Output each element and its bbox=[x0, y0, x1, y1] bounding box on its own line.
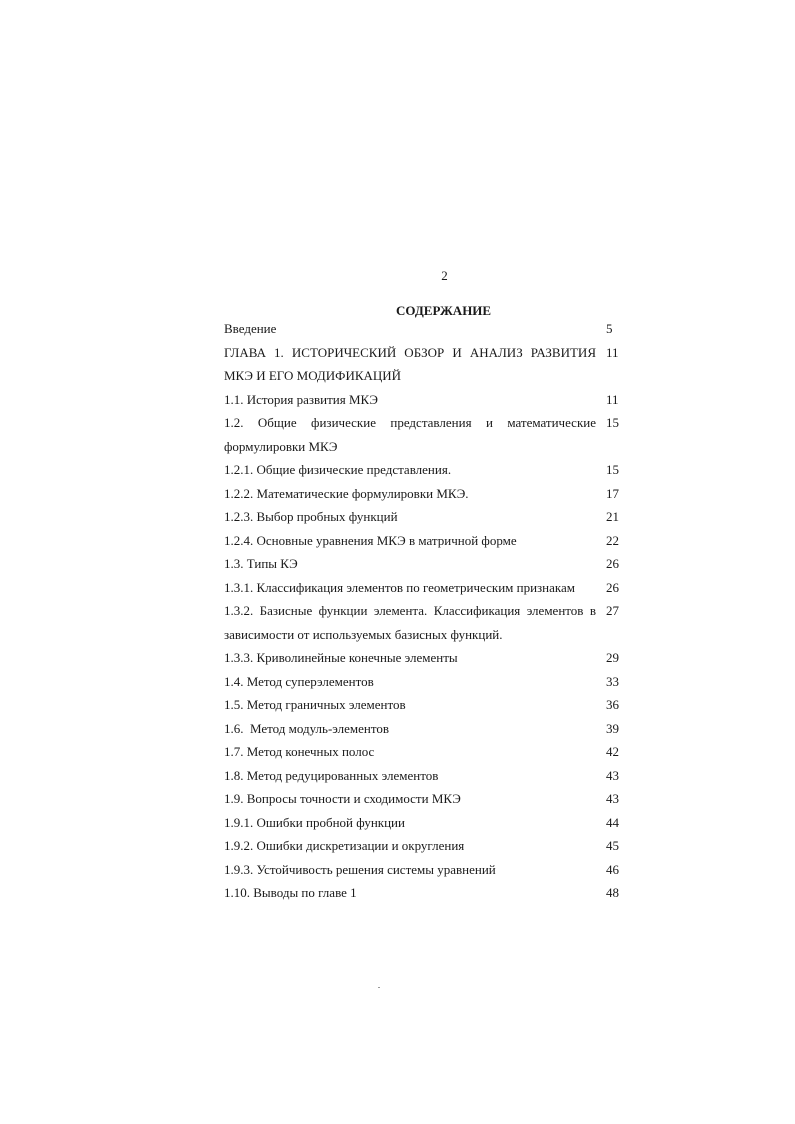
toc-entry-1-2-2 bbox=[224, 482, 632, 506]
toc-entry-1-9-1 bbox=[224, 811, 632, 835]
toc-entry-page: 43 bbox=[606, 767, 619, 783]
toc-entry-text: 1.3.2. Базисные функции элемента. Классификация элементов в зависимости от используемых базисных функций. bbox=[224, 603, 596, 642]
toc-entry-page: 42 bbox=[606, 744, 619, 759]
toc-entry-page: 43 bbox=[606, 791, 619, 806]
toc-entry-1-3-2 bbox=[224, 599, 632, 646]
toc-entry-page: 15 bbox=[606, 415, 619, 430]
toc-entry-1-8 bbox=[224, 764, 632, 788]
toc-entry-text: 1.9.1. Ошибки пробной функции bbox=[224, 814, 405, 830]
toc-entry-page: 36 bbox=[606, 697, 619, 712]
toc-entry-1-10 bbox=[224, 881, 632, 905]
toc-entry-text: 1.3.1. Классификация элементов по геометрическим признакам bbox=[224, 579, 576, 595]
toc-entry-page: 11 bbox=[606, 344, 619, 360]
toc-entry-page: 17 bbox=[606, 485, 619, 501]
toc-entry-page: 21 bbox=[606, 509, 619, 524]
toc-entry-text: 1.2.4. Основные уравнения МКЭ в матричной форме bbox=[224, 532, 517, 548]
toc-entry-text: 1.4. Метод суперэлементов bbox=[224, 673, 374, 689]
toc-entry-page: 22 bbox=[606, 532, 619, 548]
toc-entry-page: 45 bbox=[606, 838, 619, 853]
toc-entry-page: 39 bbox=[606, 720, 619, 736]
toc-entry-text: 1.3. Типы КЭ bbox=[224, 556, 298, 571]
toc-entry-text: 1.2.1. Общие физические представления. bbox=[224, 462, 452, 477]
toc-entry-page: 44 bbox=[606, 814, 619, 830]
toc-entry-text: 1.2.2. Математические формулировки МКЭ. bbox=[224, 485, 469, 501]
toc-entry-text: 1.10. Выводы по главе 1 bbox=[224, 885, 357, 900]
table-of-contents bbox=[224, 317, 632, 905]
toc-entry-page: 11 bbox=[606, 391, 619, 407]
toc-entry-text: 1.3.3. Криволинейные конечные элементы bbox=[224, 650, 458, 665]
toc-entry-1-3-3 bbox=[224, 646, 632, 670]
toc-entry-chapter-1 bbox=[224, 341, 632, 388]
toc-entry-1-4 bbox=[224, 670, 632, 694]
toc-entry-1-3-1 bbox=[224, 576, 632, 600]
toc-entry-text: 1.2.3. Выбор пробных функций bbox=[224, 509, 398, 524]
toc-entry-text: 1.7. Метод конечных полос bbox=[224, 744, 375, 759]
toc-entry-page: 26 bbox=[606, 579, 619, 595]
toc-entry-1-9-3 bbox=[224, 858, 632, 882]
toc-entry-text: 1.1. История развития МКЭ bbox=[224, 391, 378, 407]
toc-entry-page: 46 bbox=[606, 861, 619, 877]
toc-entry-text: Введение bbox=[224, 321, 277, 336]
toc-entry-text: 1.9. Вопросы точности и сходимости МКЭ bbox=[224, 791, 461, 806]
toc-entry-page: 48 bbox=[606, 885, 619, 900]
toc-entry-1-1 bbox=[224, 388, 632, 412]
toc-entry-1-6 bbox=[224, 717, 632, 741]
toc-entry-1-7 bbox=[224, 740, 632, 764]
toc-entry-1-3 bbox=[224, 552, 632, 576]
page-number: 2 bbox=[441, 268, 448, 283]
toc-entry-page: 15 bbox=[606, 462, 619, 477]
toc-title: СОДЕРЖАНИЕ bbox=[396, 303, 492, 318]
toc-entry-page: 33 bbox=[606, 673, 619, 689]
toc-entry-text: ГЛАВА 1. ИСТОРИЧЕСКИЙ ОБЗОР И АНАЛИЗ РАЗВИТИЯ МКЭ И ЕГО МОДИФИКАЦИЙ bbox=[224, 344, 596, 383]
toc-entry-page: 27 bbox=[606, 603, 619, 618]
toc-entry-1-9-2 bbox=[224, 834, 632, 858]
toc-entry-1-2-3 bbox=[224, 505, 632, 529]
toc-entry-text: 1.5. Метод граничных элементов bbox=[224, 697, 406, 712]
toc-entry-introduction bbox=[224, 317, 632, 341]
toc-entry-page: 5 bbox=[606, 321, 613, 336]
scan-speck bbox=[378, 987, 380, 988]
toc-entry-page: 29 bbox=[606, 650, 619, 665]
toc-entry-text: 1.8. Метод редуцированных элементов bbox=[224, 767, 439, 783]
toc-entry-1-2-4 bbox=[224, 529, 632, 553]
toc-entry-text: 1.2. Общие физические представления и математические формулировки МКЭ bbox=[224, 415, 596, 454]
toc-entry-page: 26 bbox=[606, 556, 619, 571]
toc-entry-1-9 bbox=[224, 787, 632, 811]
toc-entry-text: 1.9.2. Ошибки дискретизации и округления bbox=[224, 838, 465, 853]
toc-entry-text: 1.6. Метод модуль-элементов bbox=[224, 720, 390, 736]
toc-entry-1-2-1 bbox=[224, 458, 632, 482]
toc-entry-text: 1.9.3. Устойчивость решения системы уравнений bbox=[224, 861, 496, 877]
toc-entry-1-5 bbox=[224, 693, 632, 717]
toc-entry-1-2 bbox=[224, 411, 632, 458]
